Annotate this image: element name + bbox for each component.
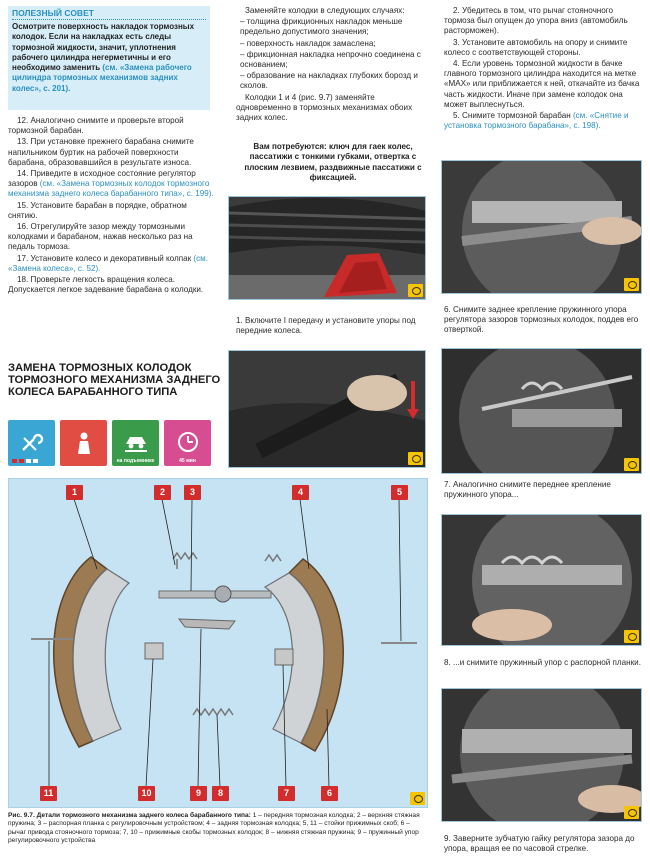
caption-step-1: 1. Включите I передачу и установите упоры под передние колеса. (236, 316, 416, 336)
label-2: 2 (154, 485, 171, 500)
label-4: 4 (292, 485, 309, 500)
label-1: 1 (66, 485, 83, 500)
step-14-ref[interactable]: (см. «Замена тормозных колодок тормозного механизма заднего колеса барабанного типа», с. 199). (8, 179, 214, 199)
step-17: 17. Установите колесо и декоративный колпак (см. «Замена колеса», с. 52). (8, 253, 208, 273)
step-13: 13. При установке прежнего барабана снимите напильником буртик на рабочей поверхности барабана, образовавшийся в результате износа. (8, 137, 194, 167)
label-10: 10 (138, 786, 155, 801)
wrench-icon (8, 420, 55, 466)
tip-title: ПОЛЕЗНЫЙ СОВЕТ (12, 8, 206, 20)
condition-item: – образование на накладках глубоких борозд и сколов. (240, 71, 418, 91)
photo-step-9 (441, 688, 642, 822)
conditions-outro: Колодки 1 и 4 (рис. 9.7) заменяйте одновременно в тормозных механизмах обоих задних колес. (236, 92, 413, 123)
label-11: 11 (40, 786, 57, 801)
step-5-ref[interactable]: (см. «Снятие и установка тормозного барабана», с. 198). (444, 111, 629, 131)
step-5: 5. Снимите тормозной барабан (см. «Снятие и установка тормозного барабана», с. 198). (444, 111, 629, 131)
camera-badge-icon (624, 806, 639, 819)
caption-step-7: 7. Аналогично снимите переднее крепление пружинного упора... (444, 480, 611, 500)
step-18: 18. Проверьте легкость вращения колеса. Допускается легкое задевание барабана о колодки. (8, 275, 204, 295)
caption-step-6: 6. Снимите заднее крепление пружинного упора регулятора зазоров тормозных колодок, поддев его отверткой. (444, 305, 639, 335)
photo-step-8 (441, 514, 642, 646)
label-3: 3 (184, 485, 201, 500)
photo-wheel-chock (228, 196, 426, 300)
caption-step-8: 8. ...и снимите пружинный упор с распорной планки. (444, 658, 641, 667)
step-14: 14. Приведите в исходное состояние регулятор зазоров (см. «Замена тормозных колодок тормозного механизма заднего колеса барабанного типа», с. 199). (8, 169, 214, 199)
section-title: ЗАМЕНА ТОРМОЗНЫХ КОЛОДОК ТОРМОЗНОГО МЕХАНИЗМА ЗАДНЕГО КОЛЕСА БАРАБАННОГО ТИПА (8, 362, 221, 399)
difficulty-icons (8, 420, 218, 468)
label-6: 6 (321, 786, 338, 801)
tools-required: Вам потребуются: ключ для гаек колес, пассатижи с тонкими губками, отвертка с плоским лезвием, раздвижные пассатижи с фиксацией. (244, 142, 422, 182)
camera-badge-icon (408, 284, 423, 297)
step-2: 2. Убедитесь в том, что рычаг стояночного тормоза был опущен до упора вниз (автомобиль расторможен). (444, 6, 628, 36)
camera-badge-icon (624, 458, 639, 471)
step-3: 3. Установите автомобиль на опору и снимите колесо с соответствующей стороны. (444, 37, 628, 57)
photo-step-6 (441, 160, 642, 294)
car-lift-caption: на подъемнике (116, 458, 155, 464)
camera-badge-icon (408, 452, 423, 465)
camera-badge-icon (624, 278, 639, 291)
brake-parts-drawing (9, 479, 429, 809)
tip-text: Осмотрите поверхность накладок тормозных колодок. Если на накладках есть следы тормозной жидкости, значит, уплотнения рабочего цилиндра негерметичны и его необходимо заменить (12, 22, 195, 73)
photo-step-7 (441, 348, 642, 474)
caption-step-9: 9. Заверните зубчатую гайку регулятора зазора до упора, вращая ее по часовой стрелке. (444, 834, 635, 854)
useful-tip-box (8, 6, 210, 110)
step-4: 4. Если уровень тормозной жидкости в бачке главного тормозного цилиндра находится на метке «MAX» или приближается к ней, откачайте из бачка часть жидкости. Иначе при замене колодок она может выплеснуться. (444, 59, 640, 109)
condition-item: – толщина фрикционных накладок меньше предельно допустимого значения; (240, 17, 403, 37)
condition-item: – фрикционная накладка непрочно соединена с основанием; (240, 49, 421, 70)
conditions-intro: Заменяйте колодки в следующих случаях: (245, 6, 405, 15)
label-8: 8 (212, 786, 229, 801)
label-9: 9 (190, 786, 207, 801)
car-lift-icon (112, 420, 159, 466)
figure-caption-text: 1 – передняя тормозная колодка; 2 – верхняя стяжная пружина; 3 – распорная планка с регулировочным устройством; 4 – задняя тормозная колодка; 5, 11 – стойки прижимных скоб; 6 – рычаг привода стояночного тормоза; 7, 10 – прижимные скобы тормозных колодок; 8 – нижняя стяжная пружина; 9 – пружинный упор регулировочного устройства (8, 812, 420, 845)
steps-right (444, 6, 644, 132)
steps-left (8, 116, 214, 296)
step-17-ref[interactable]: (см. «Замена колеса», с. 52). (8, 253, 208, 273)
photo-parking-brake-lever (228, 350, 426, 468)
replacement-conditions (236, 6, 428, 124)
step-12: 12. Аналогично снимите и проверьте второй тормозной барабан. (8, 116, 184, 136)
person-icon (60, 420, 107, 466)
tip-body (12, 22, 206, 94)
figure-caption (8, 812, 428, 846)
camera-badge-icon (410, 792, 425, 805)
label-7: 7 (278, 786, 295, 801)
label-5: 5 (391, 485, 408, 500)
step-15: 15. Установите барабан в порядке, обратном снятию. (8, 200, 187, 220)
time-caption: 45 мин (179, 458, 196, 464)
figure-caption-title: Рис. 9.7. Детали тормозного механизма заднего колеса барабанного типа: (8, 812, 251, 819)
tip-ref-link[interactable]: (см. «Замена рабочего цилиндра тормозных механизмов задних колес», с. 201). (12, 63, 192, 93)
clock-icon (164, 420, 211, 466)
camera-badge-icon (624, 630, 639, 643)
brake-parts-figure (8, 478, 428, 808)
condition-item: – поверхность накладок замаслена; (240, 38, 376, 48)
step-16: 16. Отрегулируйте зазор между тормозными колодками и барабаном, нажав несколько раз на педаль тормоза. (8, 222, 193, 252)
